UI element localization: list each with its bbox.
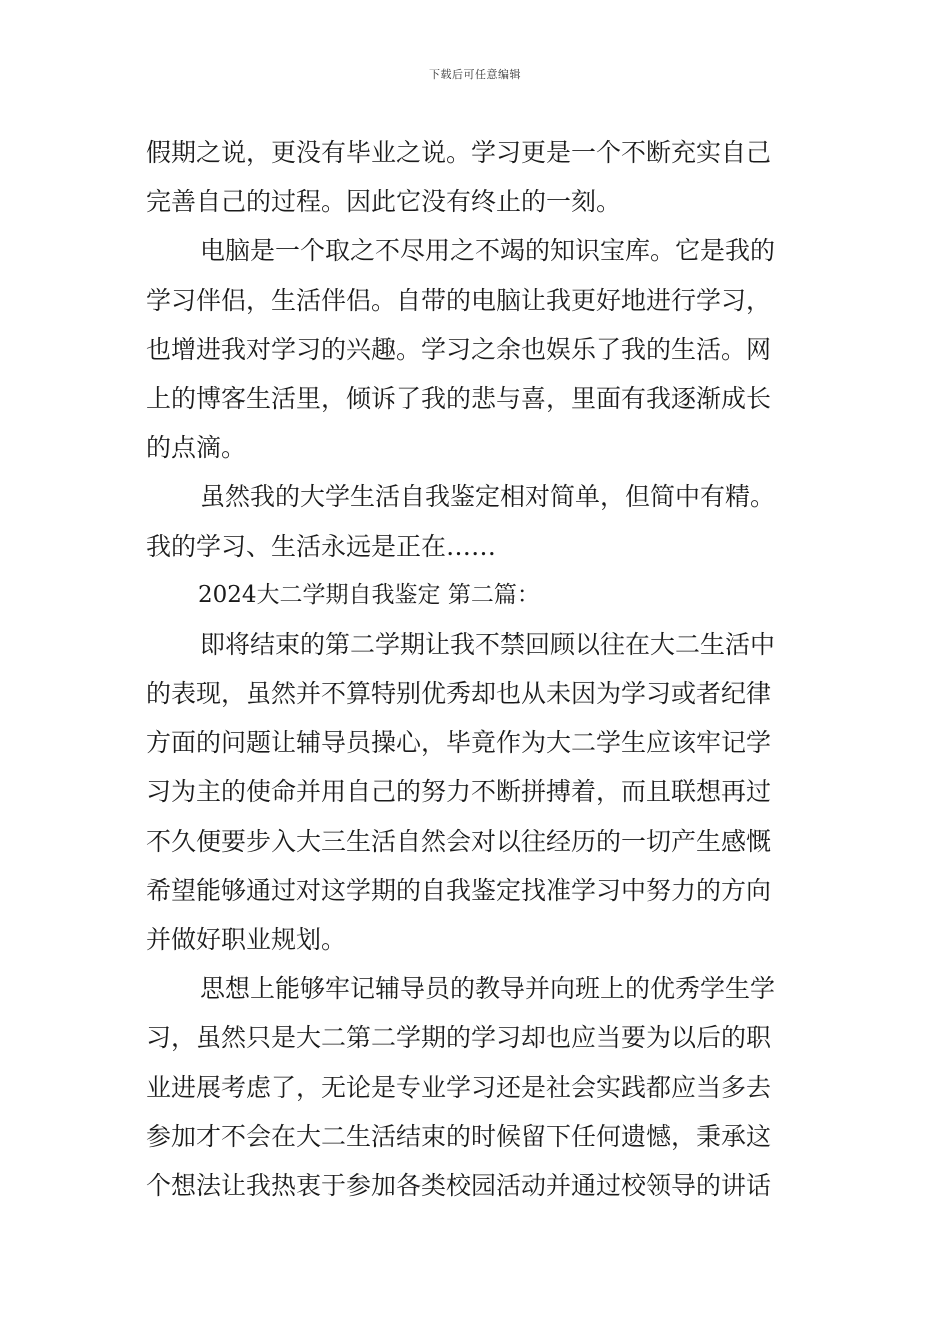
- document-body: [146, 128, 810, 1210]
- text-line: 假期之说，更没有毕业之说。学习更是一个不断充实自己: [146, 138, 772, 167]
- paragraph-start-line: 虽然我的大学生活自我鉴定相对简单，但简中有精。: [200, 482, 776, 512]
- text-line: 我的学习、生活永远是正在……: [146, 531, 497, 561]
- page-header: 下载后可任意编辑: [429, 68, 521, 81]
- text-line: 个想法让我热衷于参加各类校园活动并通过校领导的讲话: [146, 1170, 772, 1200]
- text-line: 并做好职业规划。: [146, 925, 347, 954]
- text-line: 方面的问题让辅导员操心，毕竟作为大二学生应该牢记学: [146, 728, 772, 758]
- text-line: 参加才不会在大二生活结束的时候留下任何遗憾，秉承这: [146, 1121, 772, 1151]
- text-line: 学习伴侣，生活伴侣。自带的电脑让我更好地进行学习，: [146, 285, 772, 315]
- text-line: 也增进我对学习的兴趣。学习之余也娱乐了我的生活。网: [146, 334, 772, 364]
- text-line: 上的博客生活里，倾诉了我的悲与喜，里面有我逐渐成长: [146, 383, 772, 413]
- text-line: 完善自己的过程。因此它没有终止的一刻。: [146, 187, 622, 217]
- text-line: 的点滴。: [146, 433, 247, 463]
- paragraph-start-line: 电脑是一个取之不尽用之不竭的知识宝库。它是我的: [200, 236, 776, 266]
- text-line: 希望能够通过对这学期的自我鉴定找准学习中努力的方向: [146, 875, 772, 905]
- text-line: 不久便要步入大三生活自然会对以往经历的一切产生感慨: [146, 826, 772, 856]
- text-line: 的表现，虽然并不算特别优秀却也从未因为学习或者纪律: [146, 679, 772, 709]
- text-line: 习，虽然只是大二第二学期的学习却也应当要为以后的职: [146, 1023, 772, 1053]
- section-heading: 2024大二学期自我鉴定 第二篇：: [198, 581, 540, 608]
- text-line: 业进展考虑了，无论是专业学习还是社会实践都应当多去: [146, 1072, 772, 1102]
- paragraph-start-line: 思想上能够牢记辅导员的教导并向班上的优秀学生学: [200, 974, 776, 1004]
- text-line: 习为主的使命并用自己的努力不断拼搏着，而且联想再过: [146, 777, 772, 807]
- paragraph-start-line: 即将结束的第二学期让我不禁回顾以往在大二生活中: [200, 629, 776, 659]
